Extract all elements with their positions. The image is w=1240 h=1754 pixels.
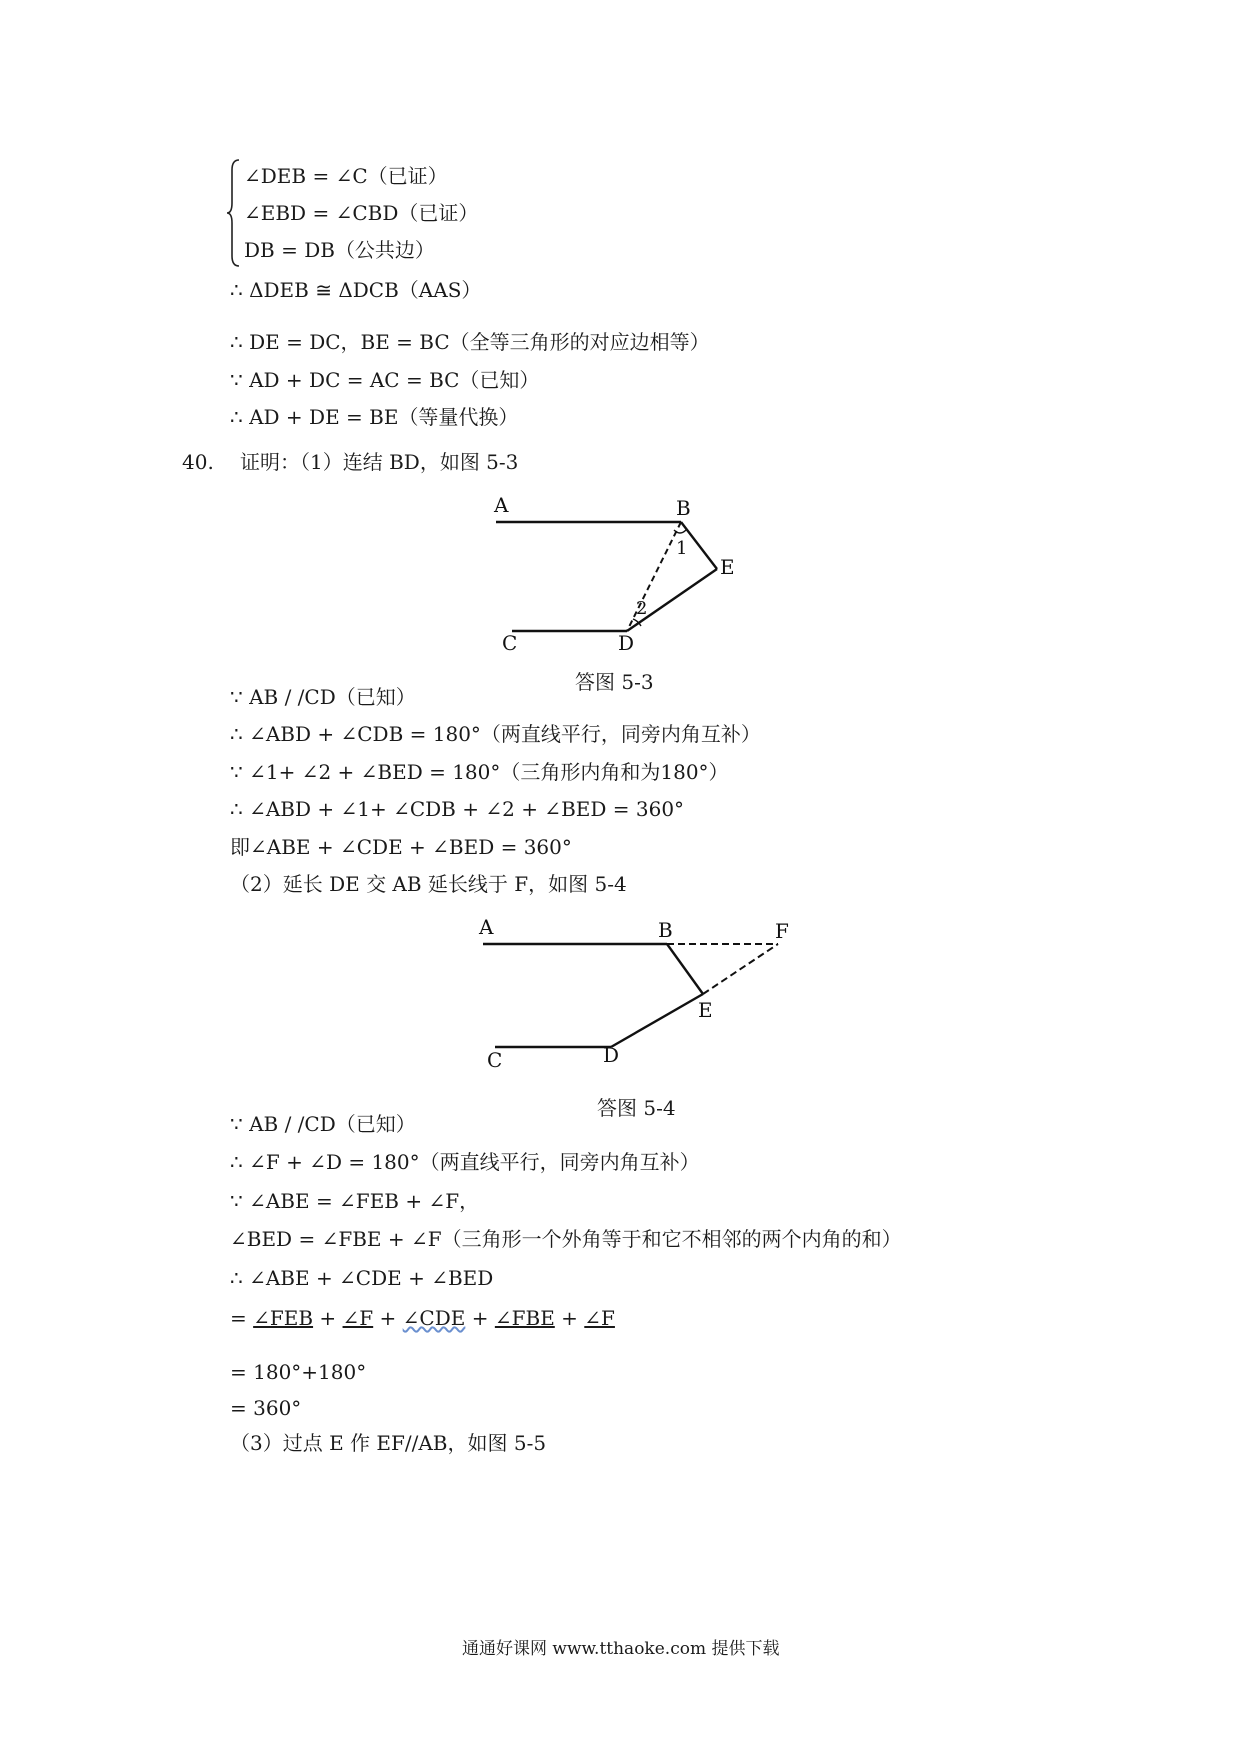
figure-5-3 [480,490,750,655]
sum-plus-4: + [554,1306,585,1330]
sum-eq: = [230,1306,254,1330]
given-angle-ebd: ∠EBD = ∠CBD（已证） [244,201,479,225]
final-substitution: ∴ AD + DE = BE（等量代换） [230,405,519,429]
sum-term-fbe: ∠FBE [494,1306,555,1330]
left-brace [227,158,241,268]
part1-line-2: ∴ ∠ABD + ∠CDB = 180°（两直线平行，同旁内角互补） [230,722,761,746]
given-angle-deb: ∠DEB = ∠C（已证） [244,164,448,188]
label-a: A [479,915,494,939]
sum-expression [230,1306,615,1330]
segment-ef-dashed [703,944,778,994]
sum-term-f1: ∠F [342,1306,374,1330]
label-b: B [658,918,673,942]
sum-result-1: = 180°+180° [230,1360,367,1384]
problem-intro: 证明：（1）连结 BD，如图 5-3 [240,450,519,474]
sum-term-cde: ∠CDE [402,1306,466,1330]
label-b: B [676,496,691,520]
given-ad-dc: ∵ AD + DC = AC = BC（已知） [230,368,540,392]
part2-intro: （2）延长 DE 交 AB 延长线于 F，如图 5-4 [230,872,627,896]
label-angle-1: 1 [676,538,688,559]
congruence-conclusion: ∴ ΔDEB ≅ ΔDCB（AAS） [230,278,482,302]
figure-5-4-caption: 答图 5-4 [597,1096,676,1120]
sum-plus-1: + [313,1306,343,1330]
label-f: F [775,919,789,943]
label-c: C [487,1048,503,1072]
label-e: E [720,555,735,579]
label-e: E [698,998,713,1022]
page-footer: 通通好课网 www.tthaoke.com 提供下载 [462,1639,780,1659]
label-a: A [494,493,509,517]
label-d: D [603,1043,620,1067]
sum-term-feb: ∠FEB [253,1306,314,1330]
segment-ed [611,994,703,1047]
label-d: D [618,631,635,655]
sum-result-2: = 360° [230,1396,302,1420]
figure-5-3-caption: 答图 5-3 [575,670,654,694]
sum-term-f2: ∠F [584,1306,615,1330]
part1-line-5: 即∠ABE + ∠CDE + ∠BED = 360° [230,835,572,859]
part1-line-4: ∴ ∠ABD + ∠1+ ∠CDB + ∠2 + ∠BED = 360° [230,797,685,821]
part2-line-1: ∵ AB / /CD（已知） [230,1112,416,1136]
sides-equal-conclusion: ∴ DE = DC，BE = BC（全等三角形的对应边相等） [230,330,710,354]
part3-intro: （3）过点 E 作 EF//AB，如图 5-5 [230,1431,547,1455]
sum-plus-2: + [373,1306,403,1330]
given-common-side: DB = DB（公共边） [244,238,435,262]
part2-line-3: ∵ ∠ABE = ∠FEB + ∠F， [230,1189,480,1213]
label-c: C [502,631,518,655]
problem-number: 40. [182,450,214,474]
part2-line-2: ∴ ∠F + ∠D = 180°（两直线平行，同旁内角互补） [230,1150,700,1174]
part1-line-1: ∵ AB / /CD（已知） [230,685,416,709]
part1-line-3: ∵ ∠1+ ∠2 + ∠BED = 180°（三角形内角和为180°） [230,760,729,784]
figure-5-4 [475,910,815,1080]
part2-line-5: ∴ ∠ABE + ∠CDE + ∠BED [230,1266,494,1290]
label-angle-2: 2 [636,598,648,619]
part2-line-4: ∠BED = ∠FBE + ∠F（三角形一个外角等于和它不相邻的两个内角的和） [230,1227,902,1251]
sum-plus-3: + [465,1306,495,1330]
segment-be [667,944,703,994]
